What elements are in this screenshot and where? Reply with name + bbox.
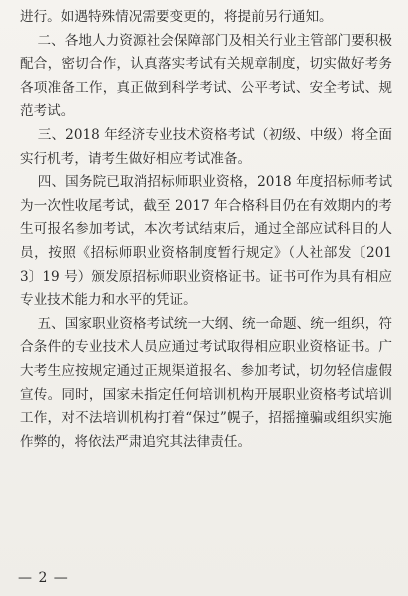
paragraph-section-4: 四、国务院已取消招标师职业资格，2018 年度招标师考试为一次性收尾考试，截至 2017 年合格科目仍在有效期内的考生可报名参加考试，本次考试结束后，通过全部应试科目的人员，按照《招标师职业资格制度暂行规定》（人社部发〔2013〕19 号）颁发原招标师职业资格证书。证书可作为具有相应专业技术能力和水平的凭证。: [20, 174, 392, 309]
paragraph-section-5: 五、国家职业资格考试统一大纲、统一命题、统一组织，符合条件的专业技术人员应通过考试取得相应职业资格证书。广大考生应按规定通过正规渠道报名、参加考试，切勿轻信虚假宣传。同时，国家未指定任何培训机构开展职业资格考试培训工作，对不法培训机构打着“保过”幌子，招摇撞骗或组织实施作弊的，将依法严肃追究其法律责任。: [20, 315, 392, 450]
paragraph-section-2: 二、各地人力资源社会保障部门及相关行业主管部门要积极配合，密切合作，认真落实考试有关规章制度，切实做好考务各项准备工作，真正做到科学考试、公平考试、安全考试、规范考试。: [20, 32, 392, 120]
paragraph-continuation: 进行。如遇特殊情况需要变更的，将提前另行通知。: [20, 9, 333, 25]
paragraph-section-3: 三、2018 年经济专业技术资格考试（初级、中级）将全面实行机考，请考生做好相应考试准备。: [20, 126, 392, 167]
page-number: — 2 —: [18, 570, 69, 586]
document-body: [20, 6, 392, 454]
